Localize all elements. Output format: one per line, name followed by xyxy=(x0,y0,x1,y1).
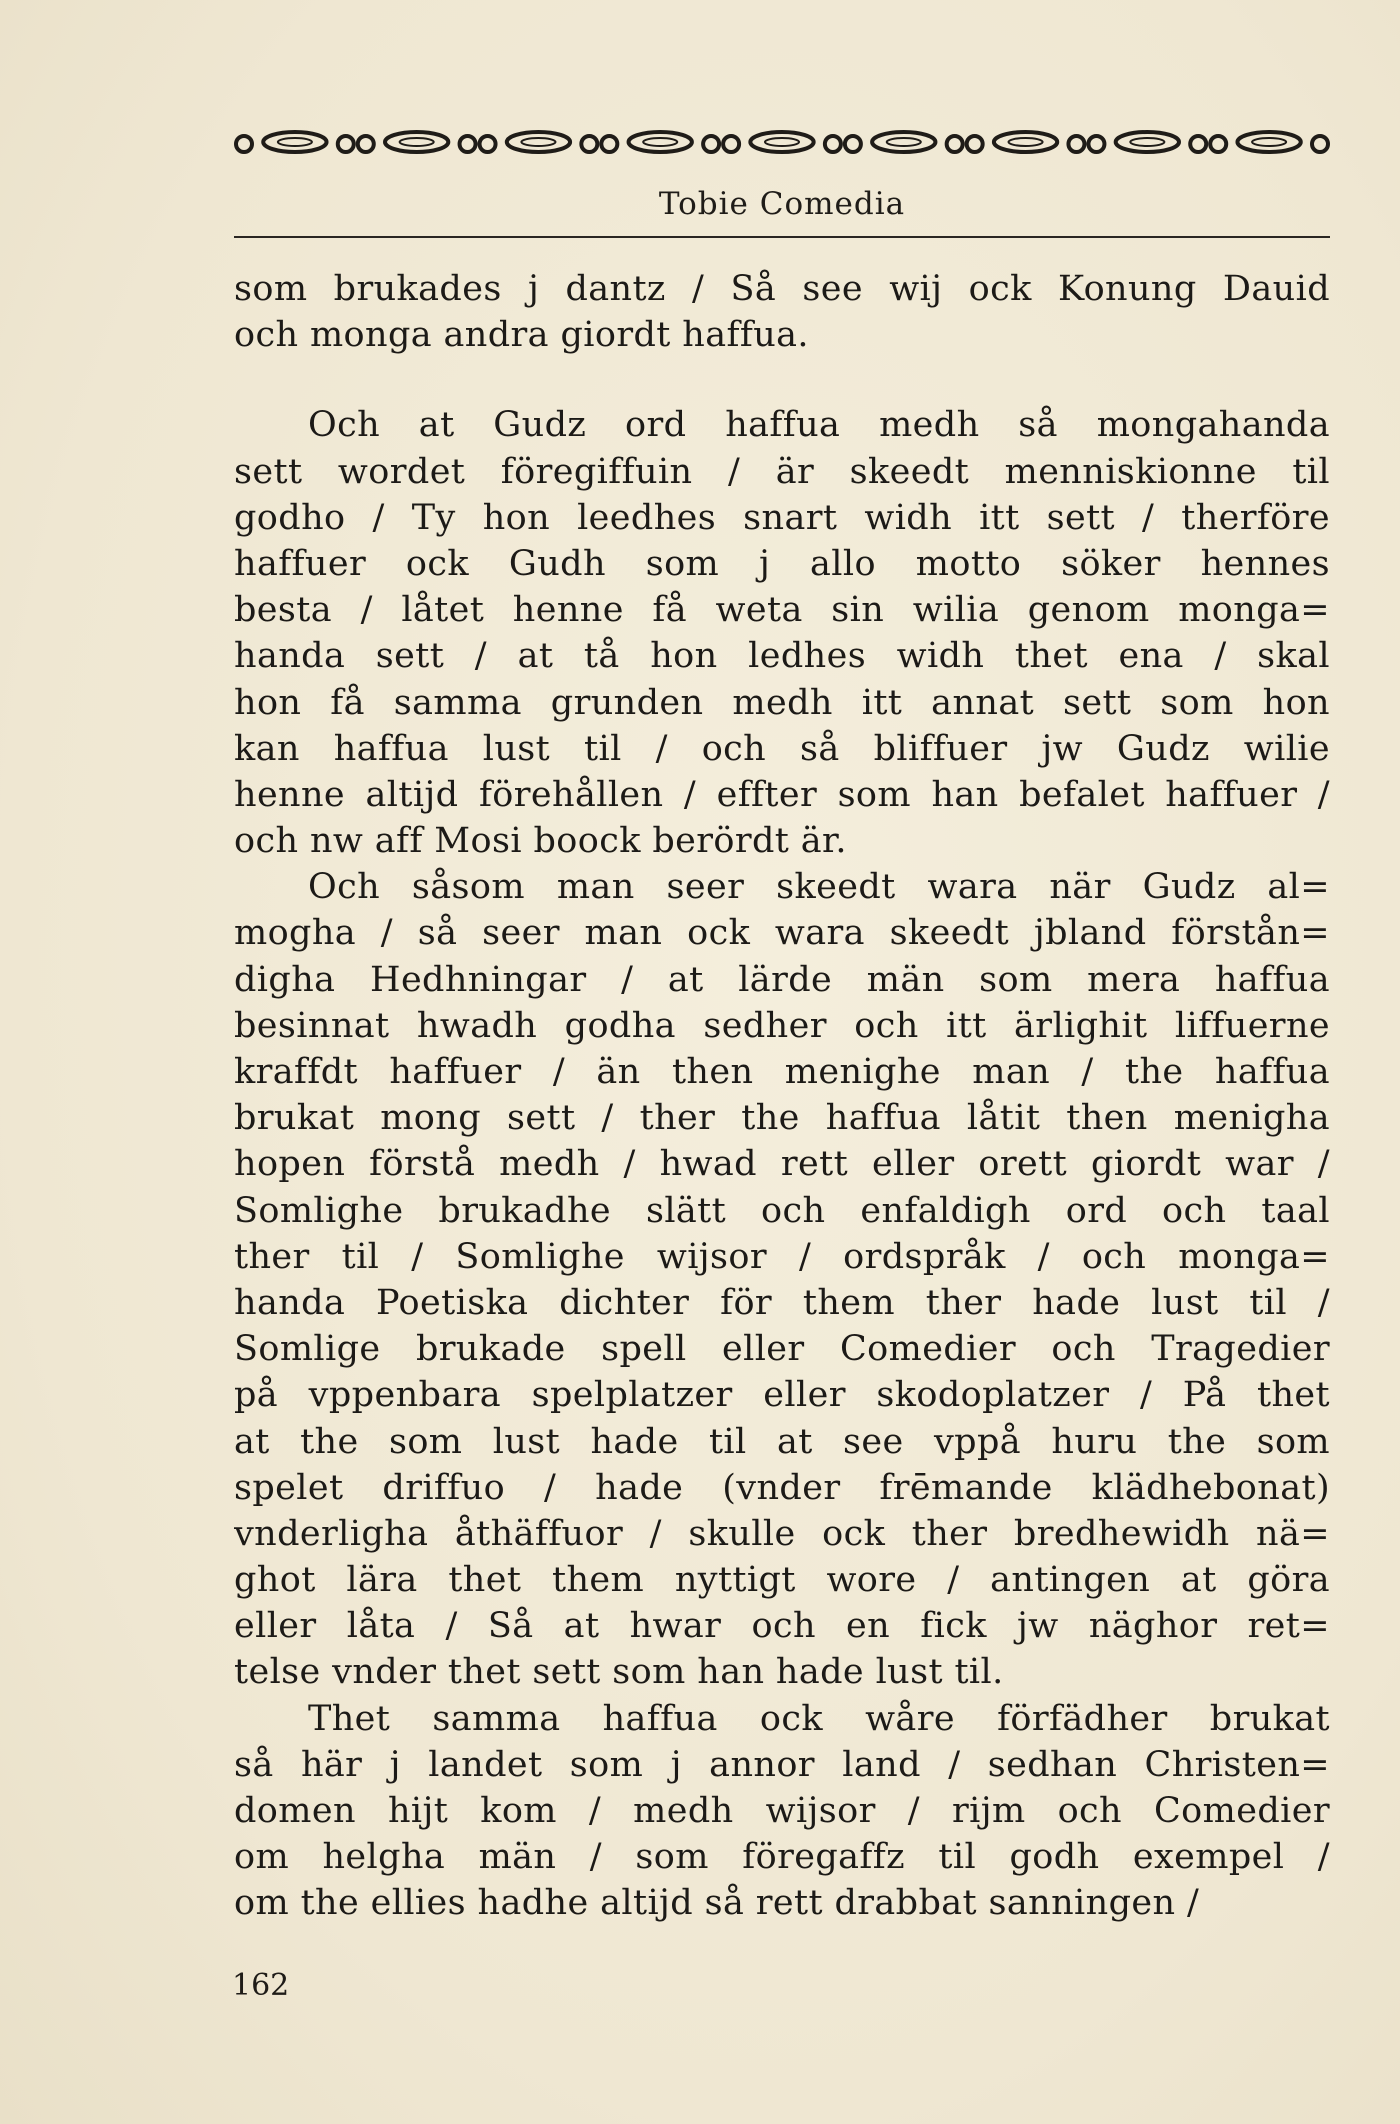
text-line: besta / låtet henne få weta sin wilia genom monga= xyxy=(234,590,1330,631)
text-line: och nw aff Mosi boock berördt är. xyxy=(234,821,847,862)
chain-ornament-icon xyxy=(234,122,1330,162)
text-line: Och at Gudz ord haffua medh så mongahanda xyxy=(308,405,1330,446)
text-line: så här j landet som j annor land / sedhan Christen= xyxy=(234,1744,1330,1785)
text-line: som brukades j dantz / Så see wij ock Konung Dauid xyxy=(234,269,1330,309)
text-line: sett wordet föregiffuin / är skeedt menniskionne til xyxy=(234,451,1330,492)
text-line: digha Hedhningar / at lärde män som mera haffua xyxy=(234,959,1330,1000)
text-line: handa Poetiska dichter för them ther hade lust til / xyxy=(234,1282,1330,1323)
text-line: Somlige brukade spell eller Comedier och Tragedier xyxy=(234,1329,1330,1370)
header-rule xyxy=(234,236,1330,238)
text-line: henne altijd förehållen / effter som han befalet haffuer / xyxy=(234,774,1330,815)
chain-link-icon xyxy=(967,132,1085,152)
running-head: Tobie Comedia xyxy=(658,186,906,222)
text-line: hon få samma grunden medh itt annat sett som hon xyxy=(234,682,1330,723)
text-line: kraffdt haffuer / än then menighe man / the haffua xyxy=(234,1052,1330,1092)
chain-link-icon xyxy=(358,132,476,152)
text-line: godho / Ty hon leedhes snart widh itt sett / therföre xyxy=(234,497,1330,538)
text-line: och monga andra giordt haffua. xyxy=(234,315,809,356)
text-line: hopen förstå medh / hwad rett eller orett giordt war / xyxy=(234,1144,1330,1185)
text-line: om the ellies hadhe altijd så rett drabbat sanningen / xyxy=(234,1883,1200,1924)
text-line: ther til / Somlighe wijsor / ordspråk / och monga= xyxy=(234,1236,1330,1277)
text-line: Och såsom man seer skeedt wara när Gudz al= xyxy=(308,867,1330,908)
body-text xyxy=(234,266,1330,1927)
page-number: 162 xyxy=(232,1968,290,2003)
chain-link-icon xyxy=(845,132,963,152)
chain-link-icon xyxy=(480,132,598,152)
text-line: domen hijt kom / medh wijsor / rijm och Comedier xyxy=(234,1791,1330,1831)
chain-link-icon xyxy=(236,132,354,152)
text-line: spelet driffuo / hade (vnder frēmande klädhebonat) xyxy=(234,1467,1330,1508)
text-line: eller låta / Så at hwar och en fick jw näghor ret= xyxy=(234,1606,1330,1647)
chain-link-icon xyxy=(723,132,841,152)
text-line: mogha / så seer man ock wara skeedt jbland förstån= xyxy=(234,913,1330,954)
text-line: vnderligha åthäffuor / skulle ock ther bredhewidh nä= xyxy=(234,1513,1330,1554)
text-line: ghot lära thet them nyttigt wore / antingen at göra xyxy=(234,1560,1330,1601)
text-line: besinnat hwadh godha sedher och itt ärlighit liffuerne xyxy=(234,1005,1330,1046)
text-line: Thet samma haffua ock wåre förfädher brukat xyxy=(308,1698,1330,1739)
text-line: kan haffua lust til / och så bliffuer jw Gudz wilie xyxy=(234,728,1330,769)
text-line: haffuer ock Gudh som j allo motto söker hennes xyxy=(234,543,1330,584)
chain-link-icon xyxy=(601,132,719,152)
text-line: handa sett / at tå hon ledhes widh thet ena / skal xyxy=(234,636,1330,677)
text-line: telse vnder thet sett som han hade lust til. xyxy=(234,1652,1004,1693)
text-line: brukat mong sett / ther the haffua låtit then menigha xyxy=(234,1098,1330,1139)
text-line: Somlighe brukadhe slätt och enfaldigh ord och taal xyxy=(234,1190,1330,1231)
text-line: at the som lust hade til at see vppå huru the som xyxy=(234,1421,1330,1462)
chain-link-icon xyxy=(1210,132,1328,152)
chain-link-icon xyxy=(1088,132,1206,152)
text-line: om helgha män / som föregaffz til godh exempel / xyxy=(234,1837,1330,1878)
text-line: på vppenbara spelplatzer eller skodoplatzer / På thet xyxy=(234,1375,1330,1416)
